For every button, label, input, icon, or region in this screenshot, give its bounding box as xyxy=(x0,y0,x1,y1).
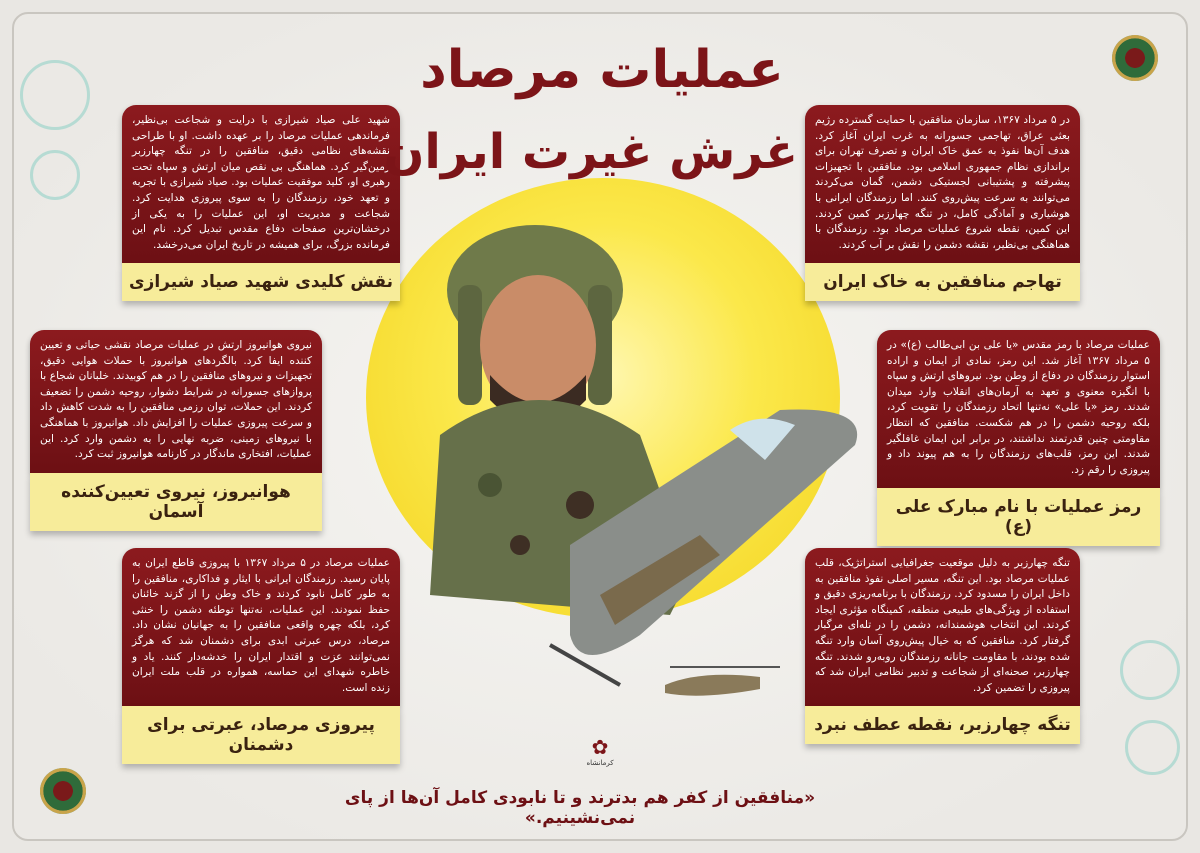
section-card-chaharzebar xyxy=(805,548,1080,744)
section-heading: تنگه چهارزبر، نقطه عطف نبرد xyxy=(805,706,1080,744)
decorative-swirl xyxy=(30,150,80,200)
section-card-invasion xyxy=(805,105,1080,301)
section-heading: تهاجم منافقین به خاک ایران xyxy=(805,263,1080,301)
section-body: در ۵ مرداد ۱۳۶۷، سازمان منافقین با حمایت گسترده رژیم بعثی عراق، تهاجمی جسورانه به غرب ایران آغاز کرد. هدف آن‌ها نفوذ به عمق خاک ایران و تصرف تهران برای براندازی نظام جمهوری اسلامی بود. منافقین با تجهیزات پیشرفته و پشتیبانی لجستیکی دشمن، گمان می‌کردند می‌توانند به سرعت پیش‌روی کنند. اما رزمندگان ایرانی با هوشیاری و آمادگی کامل، در تنگه چهارزبر کمین کردند. این کمین، نقطه شروع عملیات مرصاد بود. رزمندگان با هماهنگی بی‌نظیر، نقشه دشمن را نقش بر آب کردند. xyxy=(805,105,1080,263)
decorative-swirl xyxy=(1120,640,1180,700)
emblem-icon xyxy=(1112,35,1158,81)
section-heading: پیروزی مرصاد، عبرتی برای دشمنان xyxy=(122,706,400,764)
logo-mark-icon: ✿ xyxy=(591,735,609,759)
decorative-swirl xyxy=(20,60,90,130)
poster-subtitle: غرش غیرت ایران xyxy=(383,124,798,180)
logo-text: کرمانشاه xyxy=(586,759,614,767)
section-heading: رمز عملیات با نام مبارک علی (ع) xyxy=(877,488,1160,546)
section-body: عملیات مرصاد در ۵ مرداد ۱۳۶۷ با پیروزی قاطع ایران به پایان رسید. رزمندگان ایرانی با ایثار و فداکاری، منافقین را به طور کامل نابود کردند و خاک وطن را از گزند خائنان حفظ نمودند. این عملیات، نه‌تنها توطئه دشمن را خنثی کرد، بلکه چهره واقعی منافقین را به جهانیان نشان داد. مرصاد، درس عبرتی ابدی برای دشمنان شد که هرگز نمی‌توانند عزت و اقتدار ایران را خدشه‌دار کنند. یاد و خاطره شهدای این حماسه، همواره در قلب ملت ایران زنده است. xyxy=(122,548,400,706)
section-body: تنگه چهارزبر به دلیل موقعیت جغرافیایی استراتژیک، قلب عملیات مرصاد بود. این تنگه، مسیر اصلی نفوذ منافقین به داخل ایران را مسدود کرد. رزمندگان با برنامه‌ریزی دقیق و استفاده از ویژگی‌های طبیعی منطقه، کمینگاه مؤثری ایجاد کردند. این انتخاب هوشمندانه، دشمن را در تله‌ای مرگبار گرفتار کرد. منافقین که به خیال پیش‌روی آسان وارد تنگه شده بودند، با مقاومت جانانه رزمندگان روبه‌رو شدند. تنگه چهارزبر، صحنه‌ای از شجاعت و تدبیر نظامی ایران شد که پیروزی را تضمین کرد. xyxy=(805,548,1080,706)
section-card-havanirooz xyxy=(30,330,322,531)
publisher-logo xyxy=(578,735,622,767)
small-helicopter-icon xyxy=(665,667,780,696)
section-body: عملیات مرصاد با رمز مقدس «یا علی بن ابی‌طالب (ع)» در ۵ مرداد ۱۳۶۷ آغاز شد. این رمز، نمادی از ایمان و اراده استوار رزمندگان در دفاع از وطن بود. نیروهای ارتش و سپاه با انگیزه معنوی و تعهد به آرمان‌های انقلاب وارد میدان شدند. رمز «یا علی» نه‌تنها اتحاد رزمندگان را تقویت کرد، بلکه روحیه دشمن را در هم شکست. منافقین که انتظار مقاومتی چنین قدرتمند نداشتند، در برابر این ایمان غافلگیر شدند. این رمز، قلب‌های رزمندگان را به هم پیوند داد و پیروزی را رقم زد. xyxy=(877,330,1160,488)
emblem-icon xyxy=(40,768,86,814)
section-card-codename xyxy=(877,330,1160,546)
section-body: شهید علی صیاد شیرازی با درایت و شجاعت بی‌نظیر، فرماندهی عملیات مرصاد را بر عهده داشت. او با طراحی نقشه‌های نظامی دقیق، منافقین را در تنگه چهارزبر زمین‌گیر کرد. هماهنگی بی نقص میان ارتش و سپاه تحت رهبری او، کلید موفقیت عملیات بود. صیاد شیرازی با تجربه و تعهد خود، رزمندگان را به سوی پیروزی هدایت کرد. شجاعت و مدیریت او، این عملیات را به یکی از درخشان‌ترین صفحات دفاع مقدس تبدیل کرد. نام این فرمانده بزرگ، برای همیشه در تاریخ ایران می‌درخشد. xyxy=(122,105,400,263)
poster-title: عملیات مرصاد xyxy=(420,40,784,100)
decorative-swirl xyxy=(1125,720,1180,775)
section-card-sayyad xyxy=(122,105,400,301)
section-card-victory xyxy=(122,548,400,764)
section-body: نیروی هوانیروز ارتش در عملیات مرصاد نقشی حیاتی و تعیین کننده ایفا کرد. بالگردهای هوانیروز با حملات هوایی دقیق، تجهیزات و نیروهای منافقین را در هم کوبیدند. خلبانان شجاع با پروازهای جسورانه در شرایط دشوار، روحیه دشمن را تضعیف کردند. این حملات، توان رزمی منافقین را به شدت کاهش داد و سرعت پیروزی عملیات را افزایش داد. هوانیروز با هماهنگی با نیروهای زمینی، ضربه نهایی را به دشمن وارد کرد. این عملیات، افتخاری ماندگار در کارنامه هوانیروز ثبت کرد. xyxy=(30,330,322,473)
closing-quote: «منافقین از کفر هم بدترند و تا نابودی کامل آن‌ها از پای نمی‌نشینیم.» xyxy=(344,788,816,828)
section-heading: هوانیروز، نیروی تعیین‌کننده آسمان xyxy=(30,473,322,531)
section-heading: نقش کلیدی شهید صیاد شیرازی xyxy=(122,263,400,301)
